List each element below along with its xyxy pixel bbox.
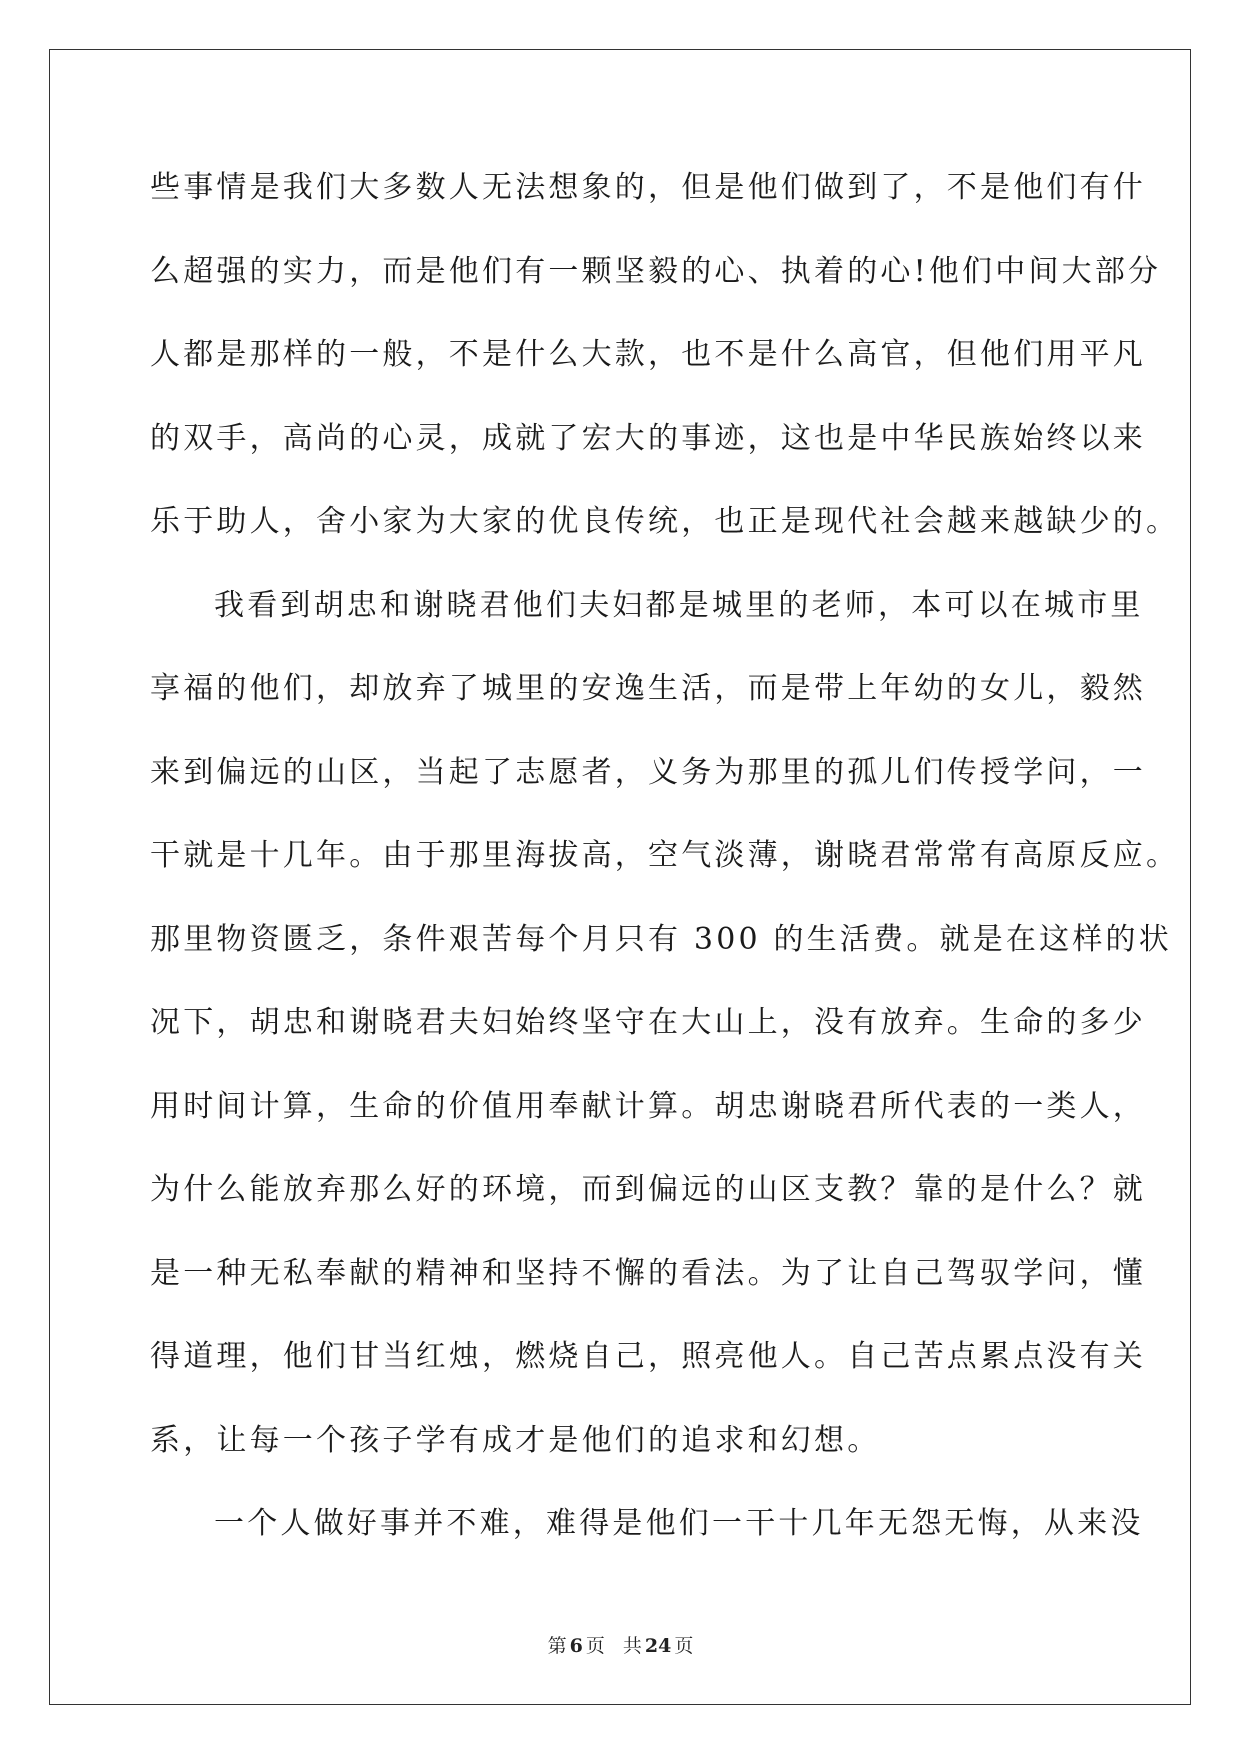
body-line: 干就是十几年。由于那里海拔高，空气淡薄，谢晓君常常有高原反应。 xyxy=(150,838,1180,873)
body-line: 系，让每一个孩子学有成才是他们的追求和幻想。 xyxy=(150,1422,881,1458)
body-line: 得道理，他们甘当红烛，燃烧自己，照亮他人。自己苦点累点没有关 xyxy=(150,1339,1146,1374)
body-line: 的双手，高尚的心灵，成就了宏大的事迹，这也是中华民族始终以来 xyxy=(150,420,1146,456)
document-body xyxy=(150,158,1180,1578)
body-line: 享福的他们，却放弃了城里的安逸生活，而是带上年幼的女儿，毅然 xyxy=(150,671,1146,706)
total-pages: 24 xyxy=(644,1635,672,1657)
total-prefix: 共 xyxy=(622,1635,642,1657)
body-line: 些事情是我们大多数人无法想象的，但是他们做到了，不是他们有什 xyxy=(150,170,1146,205)
body-line: 么超强的实力，而是他们有一颗坚毅的心、执着的心!他们中间大部分 xyxy=(150,253,1162,289)
body-line: 用时间计算，生命的价值用奉献计算。胡忠谢晓君所代表的一类人， xyxy=(150,1088,1146,1124)
page-prefix: 第 xyxy=(547,1635,567,1657)
body-line: 来到偏远的山区，当起了志愿者，义务为那里的孤儿们传授学问，一 xyxy=(150,754,1146,790)
body-line: 况下，胡忠和谢晓君夫妇始终坚守在大山上，没有放弃。生命的多少 xyxy=(150,1005,1146,1040)
page-number: 6 xyxy=(569,1635,583,1657)
body-line: 那里物资匮乏，条件艰苦每个月只有 300 的生活费。就是在这样的状 xyxy=(150,921,1172,957)
body-line: 人都是那样的一般，不是什么大款，也不是什么高官，但他们用平凡 xyxy=(150,337,1146,372)
paragraph-start-line: 一个人做好事并不难，难得是他们一干十几年无怨无悔，从来没 xyxy=(214,1506,1144,1541)
page-footer xyxy=(0,1634,1241,1658)
total-suffix: 页 xyxy=(674,1635,694,1657)
body-line: 乐于助人，舍小家为大家的优良传统，也正是现代社会越来越缺少的。 xyxy=(150,504,1180,539)
body-line: 为什么能放弃那么好的环境，而到偏远的山区支教？靠的是什么？就 xyxy=(150,1172,1146,1207)
paragraph-start-line: 我看到胡忠和谢晓君他们夫妇都是城里的老师，本可以在城市里 xyxy=(214,587,1144,623)
body-line: 是一种无私奉献的精神和坚持不懈的看法。为了让自己驾驭学问，懂 xyxy=(150,1255,1146,1291)
page-suffix: 页 xyxy=(585,1635,605,1657)
